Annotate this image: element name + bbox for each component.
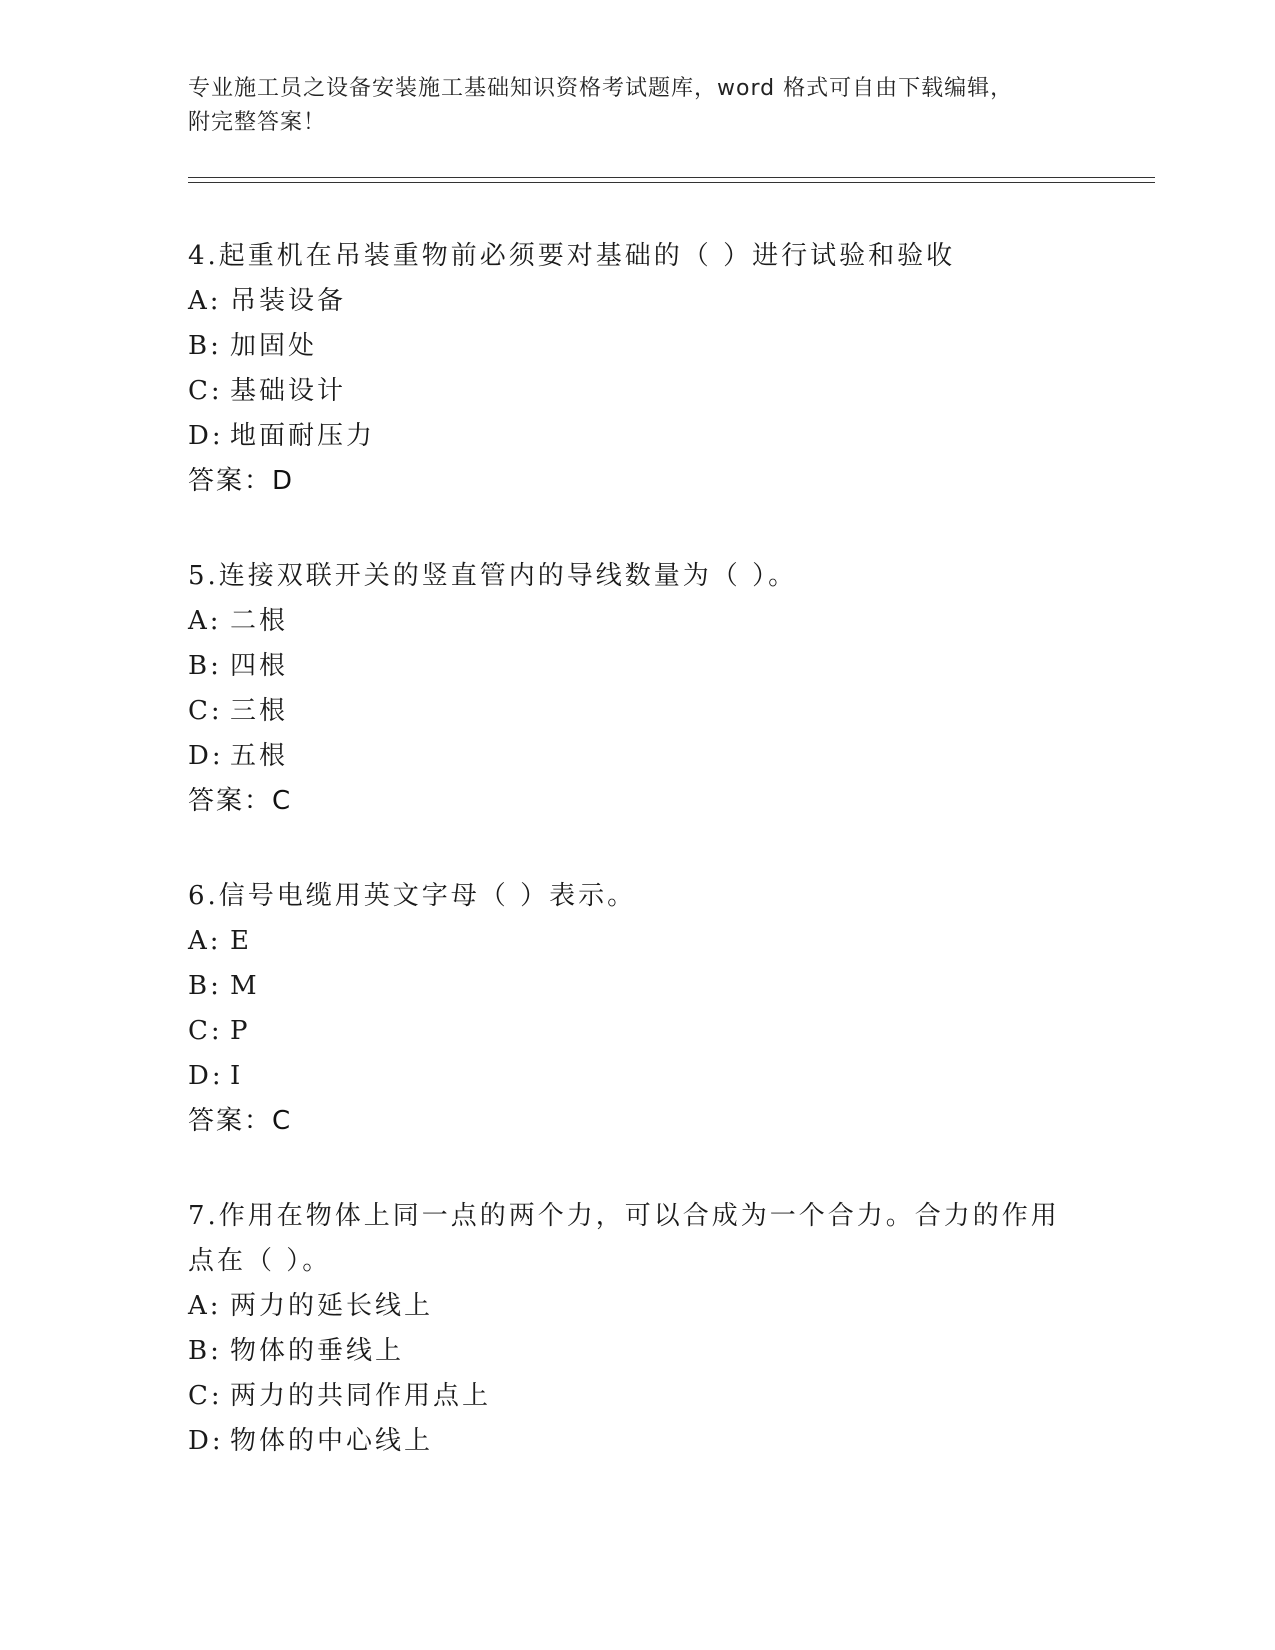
option-text: 加固处 — [230, 331, 318, 361]
answer-option — [188, 1009, 1088, 1054]
question-stem-line: 6.信号电缆用英文字母（ ）表示。 — [188, 881, 637, 911]
header-line-1: 专业施工员之设备安装施工基础知识资格考试题库，word 格式可自由下载编辑， — [188, 76, 1014, 101]
option-text: 物体的中心线上 — [230, 1426, 434, 1456]
question-stem — [188, 234, 1088, 279]
answer-option — [188, 1419, 1088, 1464]
question-item — [188, 234, 1088, 504]
question-item — [188, 554, 1088, 824]
option-text: 地面耐压力 — [230, 421, 376, 451]
option-text: E — [230, 926, 252, 956]
option-letter: B: — [188, 1336, 222, 1366]
answer-option — [188, 1284, 1088, 1329]
option-text: I — [230, 1061, 244, 1091]
option-letter: B: — [188, 331, 222, 361]
option-text: M — [230, 971, 260, 1001]
option-letter: D: — [188, 1426, 224, 1456]
option-text: 五根 — [230, 741, 289, 771]
option-text: 吊装设备 — [230, 286, 347, 316]
question-item — [188, 874, 1088, 1144]
answer-option — [188, 1329, 1088, 1374]
answer-option — [188, 1374, 1088, 1419]
option-text: 四根 — [230, 651, 289, 681]
header-divider-bottom — [188, 182, 1155, 183]
question-stem — [188, 554, 1088, 599]
question-stem-line: 5.连接双联开关的竖直管内的导线数量为（ ）。 — [188, 561, 798, 591]
header-divider-top — [188, 177, 1155, 178]
answer-option — [188, 414, 1088, 459]
option-text: P — [230, 1016, 251, 1046]
answer-option — [188, 1054, 1088, 1099]
answer-option — [188, 369, 1088, 414]
answer-option — [188, 919, 1088, 964]
question-item — [188, 1194, 1088, 1464]
answer-option — [188, 279, 1088, 324]
option-text: 两力的延长线上 — [230, 1291, 434, 1321]
option-letter: D: — [188, 741, 224, 771]
option-text: 物体的垂线上 — [230, 1336, 405, 1366]
answer-key: 答案：C — [188, 786, 293, 816]
option-letter: D: — [188, 1061, 224, 1091]
option-text: 三根 — [230, 696, 289, 726]
answer-option — [188, 324, 1088, 369]
option-letter: A: — [188, 286, 222, 316]
document-header — [188, 72, 1088, 140]
option-letter: D: — [188, 421, 224, 451]
option-text: 基础设计 — [230, 376, 347, 406]
question-list — [188, 234, 1088, 1514]
option-text: 两力的共同作用点上 — [230, 1381, 492, 1411]
option-letter: A: — [188, 1291, 222, 1321]
answer-option — [188, 734, 1088, 779]
option-letter: A: — [188, 606, 222, 636]
question-stem — [188, 1194, 1088, 1284]
answer-option — [188, 599, 1088, 644]
answer-option — [188, 964, 1088, 1009]
question-stem-line: 点在（ ）。 — [188, 1246, 332, 1276]
option-letter: C: — [188, 376, 223, 406]
option-letter: C: — [188, 1016, 223, 1046]
question-stem — [188, 874, 1088, 919]
question-stem-line: 7.作用在物体上同一点的两个力，可以合成为一个合力。合力的作用 — [188, 1201, 1060, 1231]
option-letter: A: — [188, 926, 222, 956]
header-line-2: 附完整答案！ — [188, 110, 327, 135]
answer-option — [188, 644, 1088, 689]
question-stem-line: 4.起重机在吊装重物前必须要对基础的（ ）进行试验和验收 — [188, 241, 956, 271]
option-letter: B: — [188, 651, 222, 681]
option-letter: C: — [188, 1381, 223, 1411]
option-text: 二根 — [230, 606, 289, 636]
option-letter: C: — [188, 696, 223, 726]
answer-option — [188, 689, 1088, 734]
answer-key: 答案：C — [188, 1106, 293, 1136]
option-letter: B: — [188, 971, 222, 1001]
answer-key: 答案：D — [188, 466, 295, 496]
